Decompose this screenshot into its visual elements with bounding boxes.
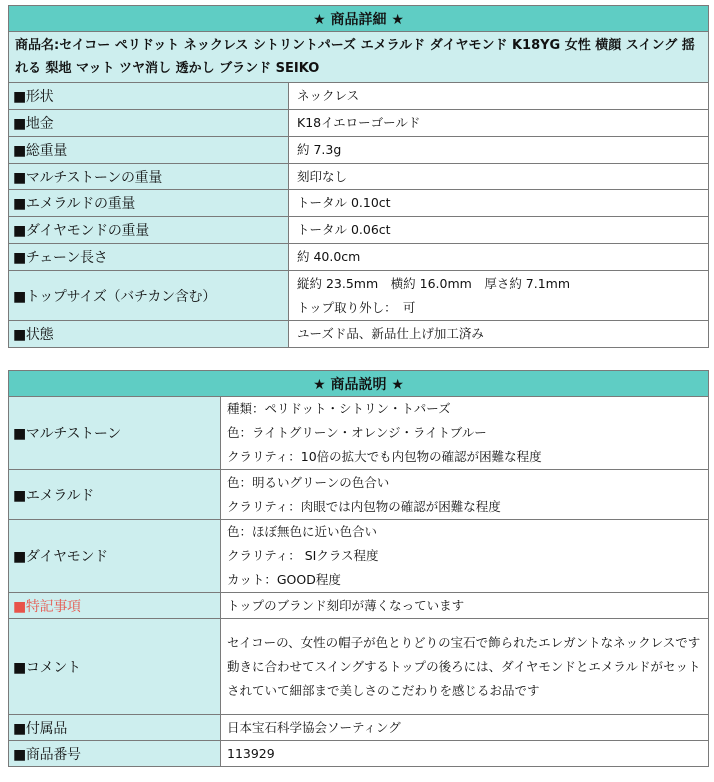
value-special-notes: トップのブランド刻印が薄くなっています <box>221 593 709 619</box>
value-chain-length: 約 40.0cm <box>289 244 709 271</box>
label-chain-length: ■チェーン長さ <box>9 244 289 271</box>
label-multistone: ■マルチストーン <box>9 397 221 470</box>
value-top-size: 縦約 23.5mm 横約 16.0mm 厚さ約 7.1mm トップ取り外し： 可 <box>289 271 709 321</box>
product-details-table <box>8 5 709 348</box>
label-multistone-weight: ■マルチストーンの重量 <box>9 164 289 190</box>
label-comment: ■コメント <box>9 619 221 715</box>
details-header: ★ 商品詳細 ★ <box>9 6 709 32</box>
product-description-table <box>8 370 709 767</box>
value-condition: ユーズド品、新品仕上げ加工済み <box>289 321 709 348</box>
description-header: ★ 商品説明 ★ <box>9 371 709 397</box>
label-accessories: ■付属品 <box>9 715 221 741</box>
product-name: 商品名:セイコー ペリドット ネックレス シトリントパーズ エメラルド ダイヤモンド K18YG 女性 横顔 スイング 揺れる 梨地 マット ツヤ消し 透かし ブランド SEIKO <box>9 32 709 83</box>
label-emerald-weight: ■エメラルドの重量 <box>9 190 289 217</box>
label-metal: ■地金 <box>9 110 289 137</box>
label-emerald: ■エメラルド <box>9 470 221 520</box>
label-condition: ■状態 <box>9 321 289 348</box>
value-multistone-weight: 刻印なし <box>289 164 709 190</box>
value-shape: ネックレス <box>289 83 709 110</box>
value-diamond-weight: トータル 0.06ct <box>289 217 709 244</box>
value-metal: K18イエローゴールド <box>289 110 709 137</box>
value-item-number: 113929 <box>221 741 709 767</box>
label-shape: ■形状 <box>9 83 289 110</box>
label-top-size: ■トップサイズ（バチカン含む） <box>9 271 289 321</box>
value-emerald: 色：明るいグリーンの色合い クラリティ：肉眼では内包物の確認が困難な程度 <box>221 470 709 520</box>
value-comment: セイコーの、女性の帽子が色とりどりの宝石で飾られたエレガントなネックレスです 動きに合わせてスイングするトップの後ろには、ダイヤモンドとエメラルドがセットされていて細部まで美しさのこだわりを感じるお品です <box>221 619 709 715</box>
label-diamond: ■ダイヤモンド <box>9 520 221 593</box>
label-special-notes: ■特記事項 <box>9 593 221 619</box>
label-total-weight: ■総重量 <box>9 137 289 164</box>
label-diamond-weight: ■ダイヤモンドの重量 <box>9 217 289 244</box>
value-total-weight: 約 7.3g <box>289 137 709 164</box>
label-item-number: ■商品番号 <box>9 741 221 767</box>
value-accessories: 日本宝石科学協会ソーティング <box>221 715 709 741</box>
value-multistone: 種類：ペリドット・シトリン・トパーズ 色：ライトグリーン・オレンジ・ライトブルー クラリティ：10倍の拡大でも内包物の確認が困難な程度 <box>221 397 709 470</box>
value-diamond: 色：ほぼ無色に近い色合い クラリティ： SIクラス程度 カット：GOOD程度 <box>221 520 709 593</box>
value-emerald-weight: トータル 0.10ct <box>289 190 709 217</box>
